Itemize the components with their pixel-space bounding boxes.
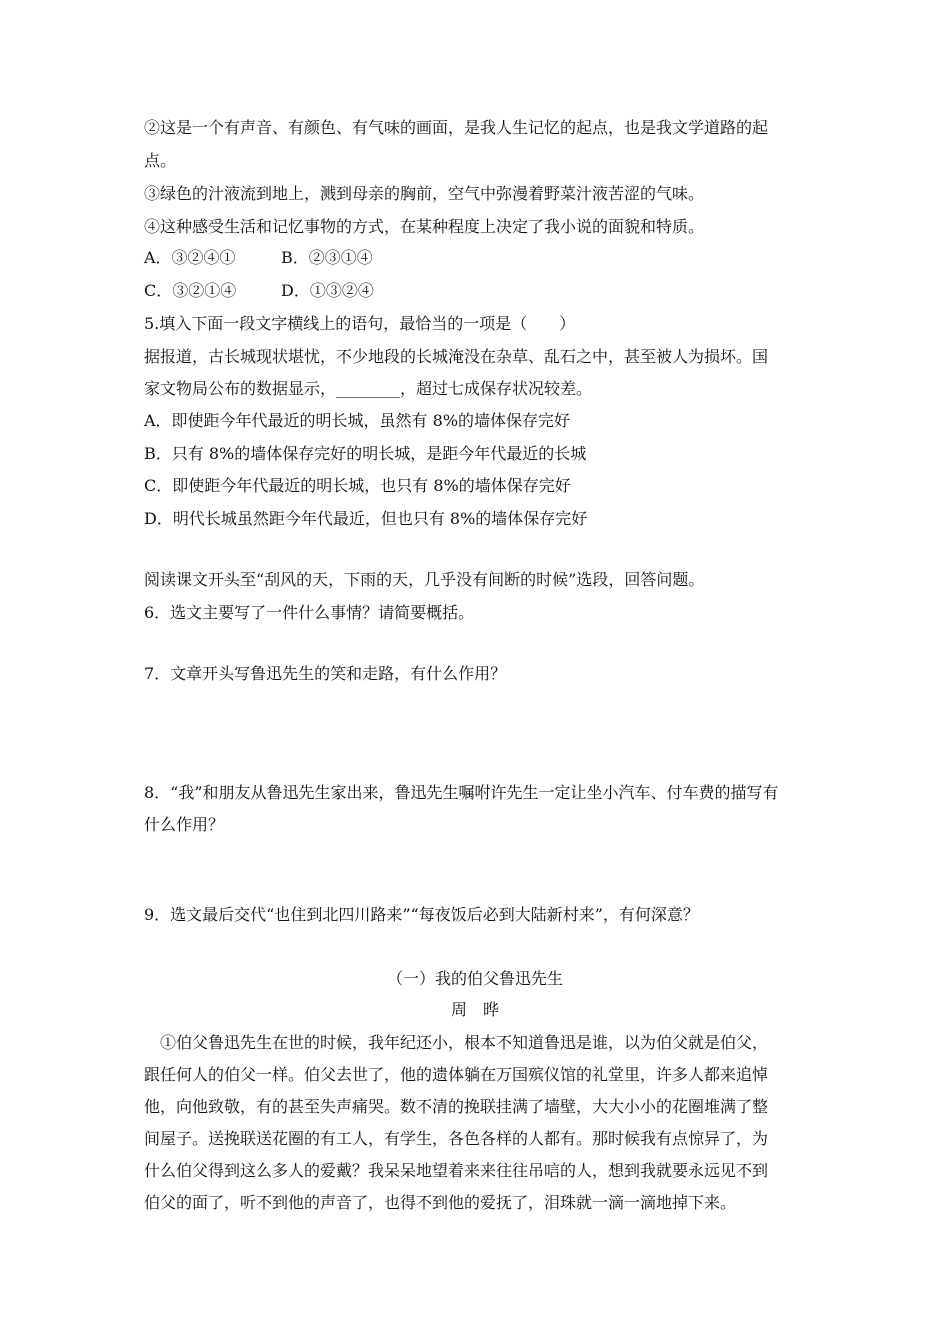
question-8-line-2: 什么作用？: [144, 815, 225, 834]
question-7: 7．文章开头写鲁迅先生的笑和走路，有什么作用？: [144, 664, 507, 683]
article-paragraph-line: 什么伯父得到这么多人的爱戴？我呆呆地望着来来往往吊唁的人，想到我就要永远见不到: [144, 1161, 769, 1180]
article-paragraph-line: 跟任何人的伯父一样。伯父去世了，他的遗体躺在万国殡仪馆的礼堂里，许多人都来追悼: [144, 1065, 769, 1084]
q4-item-4: ④这种感受生活和记忆事物的方式，在某种程度上决定了我小说的面貌和特质。: [144, 217, 705, 236]
question-9: 9．选文最后交代“也住到北四川路来”“每夜饭后必到大陆新村来”，有何深意？: [144, 905, 699, 924]
article-paragraph-line: ①伯父鲁迅先生在世的时候，我年纪还小，根本不知道鲁迅是谁，以为伯父就是伯父，: [144, 1033, 769, 1052]
q4-options-row-1: [144, 247, 814, 269]
article-paragraph-line: 间屋子。送挽联送花圈的有工人，有学生，各色各样的人都有。那时候我有点惊异了，为: [144, 1129, 769, 1148]
q5-passage-line-1: 据报道，古长城现状堪忧，不少地段的长城淹没在杂草、乱石之中，甚至被人为损坏。国: [144, 347, 769, 366]
reading-intro: 阅读课文开头至“刮风的天，下雨的天，几乎没有间断的时候”选段，回答问题。: [144, 570, 705, 589]
article-author: 周 晔: [450, 1000, 499, 1019]
q5-passage-line-2: 家文物局公布的数据显示，________，超过七成保存状况较差。: [144, 379, 593, 398]
q5-option-c: C．即使距今年代最近的明长城，也只有 8%的墙体保存完好: [144, 476, 571, 495]
q5-option-b: B．只有 8%的墙体保存完好的明长城，是距今年代最近的长城: [144, 444, 587, 463]
q4-option-c: C．③②①④: [144, 281, 237, 300]
q5-option-d: D．明代长城虽然距今年代最近，但也只有 8%的墙体保存完好: [144, 509, 588, 528]
question-6: 6．选文主要写了一件什么事情？请简要概括。: [144, 603, 475, 622]
q4-item-2-line-1: ②这是一个有声音、有颜色、有气味的画面，是我人生记忆的起点，也是我文学道路的起: [144, 118, 769, 137]
article-title: （一）我的伯父鲁迅先生: [386, 969, 563, 988]
q4-option-b: B．②③①④: [281, 248, 373, 267]
q4-option-d: D．①③②④: [281, 281, 374, 300]
q5-option-a: A．即使距今年代最近的明长城，虽然有 8%的墙体保存完好: [144, 411, 571, 430]
q4-option-a: A．③②④①: [144, 248, 236, 267]
article-paragraph-line: 伯父的面了，听不到他的声音了，也得不到他的爱抚了，泪珠就一滴一滴地掉下来。: [144, 1193, 737, 1212]
q5-stem: 5.填入下面一段文字横线上的语句，最恰当的一项是（ ）: [144, 314, 576, 333]
article-paragraph-line: 他，向他致敬，有的甚至失声痛哭。数不清的挽联挂满了墙壁，大大小小的花圈堆满了整: [144, 1097, 769, 1116]
q4-item-2-line-2: 点。: [144, 151, 177, 170]
q4-item-3: ③绿色的汁液流到地上，溅到母亲的胸前，空气中弥漫着野菜汁液苦涩的气味。: [144, 184, 705, 203]
question-8-line-1: 8．“我”和朋友从鲁迅先生家出来，鲁迅先生嘱咐许先生一定让坐小汽车、付车费的描写有: [144, 783, 779, 802]
q4-options-row-2: [144, 280, 814, 302]
